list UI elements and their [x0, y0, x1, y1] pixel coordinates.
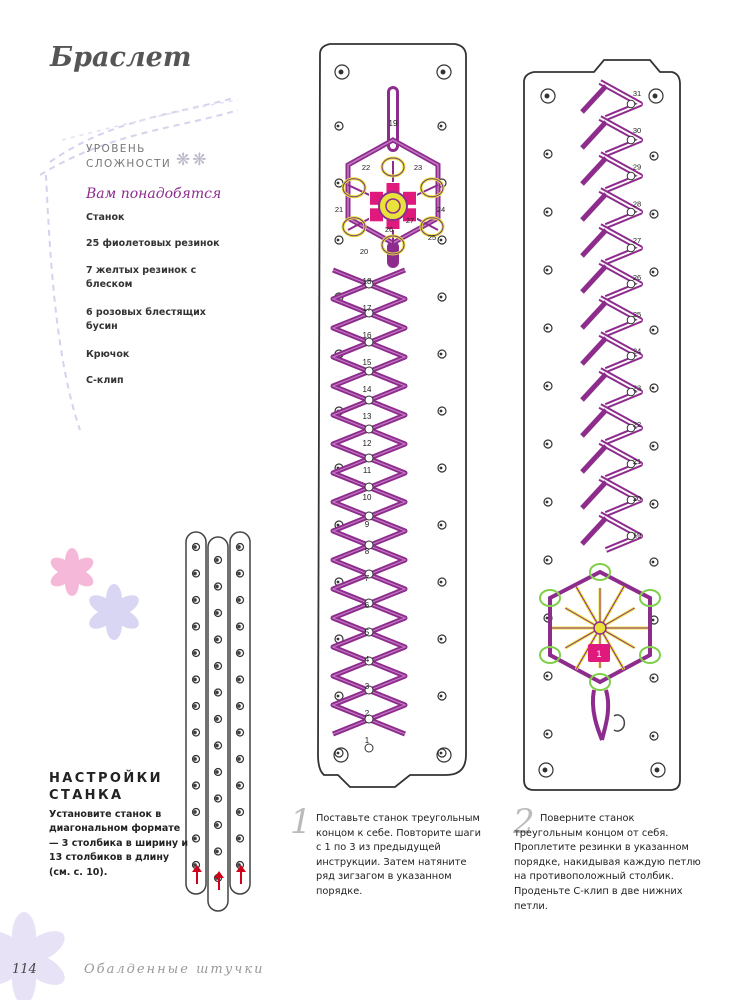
step-number: 1: [290, 802, 312, 842]
band-number-label: 17: [362, 304, 372, 313]
band-number-label: 7: [364, 574, 370, 583]
band-number-label: 9: [364, 520, 370, 529]
band-number-label: 2: [364, 709, 370, 718]
material-item: Крючок: [86, 349, 130, 360]
band-number-label: 27: [632, 236, 642, 246]
material-item: 7 желтых резинок с блеском: [86, 265, 197, 290]
loom-peg: [365, 454, 373, 462]
band-number-label: 21: [334, 205, 344, 214]
loom-diagram-step2: [524, 60, 680, 790]
loom-peg: [627, 244, 635, 252]
band-number-label: 22: [361, 163, 371, 172]
materials-heading: Вам понадобятся: [86, 186, 222, 202]
step-text: Поверните станок треугольным концом от себя. Проплетите резинки в указанном порядке, накидывая каждую петлю на противоположный столбик. Проденьте С-клип в две нижних петли.: [514, 813, 701, 912]
loom-setup-diagram: [186, 532, 250, 911]
loom-peg: [365, 512, 373, 520]
band-number-label: 19: [632, 530, 642, 540]
difficulty-label-line2: СЛОЖНОСТИ: [86, 158, 172, 170]
band-number-label: 30: [632, 125, 642, 135]
band-number-label: 5: [364, 628, 370, 637]
difficulty-label-line1: УРОВЕНЬ: [86, 143, 146, 155]
loom-peg: [627, 100, 635, 108]
band-number-label: 27: [405, 216, 415, 225]
loom-setup-title-line1: НАСТРОЙКИ: [49, 771, 163, 786]
band-number-label: 11: [362, 466, 372, 475]
page-number: 114: [12, 962, 37, 977]
material-item: С-клип: [86, 375, 124, 386]
difficulty-label: [86, 142, 171, 172]
decorative-dashed-curve: [46, 175, 80, 430]
band-number-label: 31: [632, 89, 642, 98]
loom-peg: [627, 172, 635, 180]
band-number-label: 24: [436, 205, 446, 214]
band-number-label: 25: [427, 233, 437, 242]
loom-peg: [627, 136, 635, 144]
decorative-flower-pink: [48, 548, 97, 596]
band-number-label: 20: [359, 247, 369, 256]
band-number-label: 26: [384, 225, 394, 234]
band-number-label: 20: [632, 493, 642, 503]
decorative-flower-lilac: [86, 584, 142, 640]
band-number-label: 8: [364, 547, 370, 556]
difficulty-stars-icon: ❋❋: [176, 150, 209, 170]
band-number-label: 3: [364, 682, 370, 691]
band-number-label: 26: [632, 273, 642, 282]
loom-peg: [627, 208, 635, 216]
decorative-dashed-curve: [62, 100, 238, 140]
loom-setup-text: Установите станок в диагональном формате — 3 столбика в ширину и 13 столбиков в длину (см. с. 10).: [49, 809, 189, 878]
loom-peg: [365, 744, 373, 752]
material-item: 25 фиолетовых резинок: [86, 238, 220, 249]
band-number-label: 14: [362, 385, 372, 394]
band-number-label: 16: [362, 331, 372, 340]
footer-section-title: Обалденные штучки: [84, 962, 265, 977]
band-number-label: 29: [632, 162, 642, 172]
band-number-label: 1: [364, 736, 370, 745]
loom-peg: [365, 396, 373, 404]
band-number-label: 15: [362, 358, 372, 367]
band-number-label: 4: [364, 655, 370, 664]
loom-setup-title-line2: СТАНКА: [49, 788, 124, 803]
band-number-label: 6: [364, 601, 370, 610]
loom-peg: [365, 367, 373, 375]
band-number-label: 10: [362, 493, 372, 502]
loom-setup-title: [49, 770, 163, 804]
decorative-flower-corner: [0, 912, 70, 1000]
band-number-label: 28: [632, 199, 642, 209]
band-number-label: 25: [632, 309, 642, 319]
material-item: Станок: [86, 212, 125, 223]
bead-number: 1: [596, 649, 602, 659]
band-number-label: 18: [362, 277, 372, 286]
step-text: Поставьте станок треугольным концом к себе. Повторите шаги с 1 по 3 из предыдущей инструкции. Затем натяните ряд зигзагом в указанном порядке.: [316, 813, 481, 897]
loom-diagram-step1: [318, 44, 466, 923]
band-number-label: 24: [632, 346, 642, 356]
loom-peg: [365, 483, 373, 491]
band-number-label: 21: [632, 457, 642, 466]
material-item: 6 розовых блестящих бусин: [86, 307, 206, 332]
band-number-label: 19: [388, 119, 398, 128]
band-number-label: 23: [413, 163, 423, 172]
step-number: 2: [513, 802, 535, 842]
band-number-label: 23: [632, 383, 642, 393]
band-number-label: 22: [632, 420, 642, 430]
band-number-label: 12: [362, 439, 372, 448]
loom-peg: [365, 425, 373, 433]
page-title: Браслет: [50, 42, 192, 73]
band-number-label: 13: [362, 412, 372, 421]
